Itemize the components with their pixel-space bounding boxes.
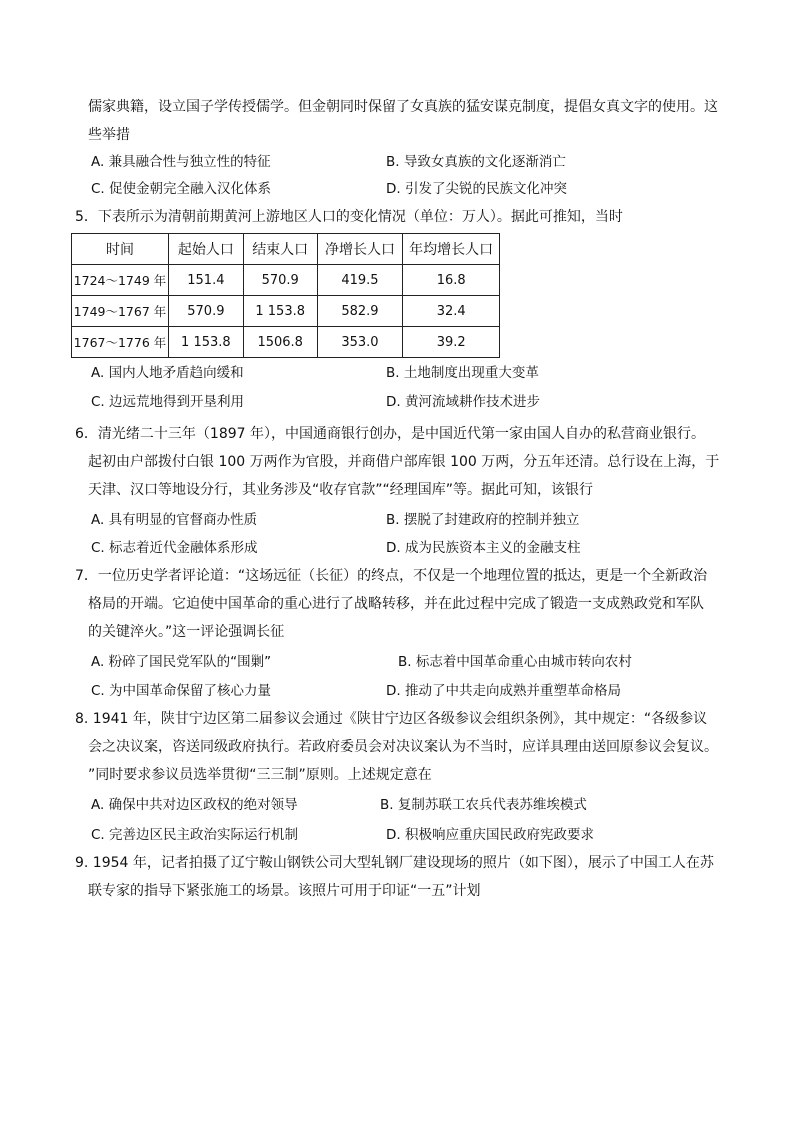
q8-option-d: D. 积极响应重庆国民政府宪政要求 xyxy=(386,827,594,843)
table-header: 净增长人口 xyxy=(317,234,403,265)
q7-stem-line2: 格局的开端。它迫使中国革命的重心进行了战略转移，并在此过程中完成了锻造一支成熟政党和军队 xyxy=(88,596,704,612)
q7-option-b: B. 标志着中国革命重心由城市转向农村 xyxy=(398,654,632,670)
q4-option-a: A. 兼具融合性与独立性的特征 xyxy=(91,154,271,170)
q5-option-c: C. 边远荒地得到开垦利用 xyxy=(91,394,245,410)
q8-stem-line1: 8. 1941 年，陕甘宁边区第二届参议会通过《陕甘宁边区各级参议会组织条例》，其中规定：“各级参议 xyxy=(75,711,708,727)
q6-option-a: A. 具有明显的官督商办性质 xyxy=(91,512,258,528)
q7-stem-line1: 7．一位历史学者评论道：“这场远征（长征）的终点，不仅是一个地理位置的抵达，更是一个全新政治 xyxy=(75,568,708,584)
table-header-row xyxy=(72,234,500,265)
table-cell: 1 153.8 xyxy=(243,296,317,327)
q6-option-b: B. 摆脱了封建政府的控制并独立 xyxy=(386,512,580,528)
q4-option-c: C. 促使金朝完全融入汉化体系 xyxy=(91,181,272,197)
q8-option-b: B. 复制苏联工农兵代表苏维埃模式 xyxy=(380,797,587,813)
q6-stem-line3: 天津、汉口等地设分行，其业务涉及“收存官款”“经理国库”等。据此可知，该银行 xyxy=(88,482,594,498)
q9-stem-line2: 联专家的指导下紧张施工的场景。该照片可用于印证“一五”计划 xyxy=(88,883,481,899)
table-cell: 570.9 xyxy=(168,296,243,327)
q5-option-a: A. 国内人地矛盾趋向缓和 xyxy=(91,365,244,381)
table-row xyxy=(72,296,500,327)
table-cell: 1 153.8 xyxy=(168,327,243,358)
q6-stem-line1: 6．清光绪二十三年（1897 年），中国通商银行创办，是中国近代第一家由国人自办的私营商业银行。 xyxy=(75,426,705,442)
table-header: 时间 xyxy=(72,234,169,265)
q8-option-c: C. 完善边区民主政治实际运行机制 xyxy=(91,827,299,843)
q4-option-d: D. 引发了尖锐的民族文化冲突 xyxy=(386,181,567,197)
table-cell: 39.2 xyxy=(403,327,500,358)
q9-stem-line1: 9. 1954 年，记者拍摄了辽宁鞍山钢铁公司大型轧钢厂建设现场的照片（如下图），展示了中国工人在苏 xyxy=(75,855,714,871)
table-row xyxy=(72,327,500,358)
q5-option-b: B. 土地制度出现重大变革 xyxy=(386,365,539,381)
table-cell: 32.4 xyxy=(403,296,500,327)
table-header: 结束人口 xyxy=(243,234,317,265)
table-cell: 1506.8 xyxy=(243,327,317,358)
q6-option-c: C. 标志着近代金融体系形成 xyxy=(91,540,258,556)
q4-stem-line2: 些举措 xyxy=(88,127,130,143)
q8-option-a: A. 确保中共对边区政权的绝对领导 xyxy=(91,797,298,813)
q7-option-d: D. 推动了中共走向成熟并重塑革命格局 xyxy=(386,683,621,699)
table-cell: 353.0 xyxy=(317,327,403,358)
q4-option-b: B. 导致女真族的文化逐渐消亡 xyxy=(386,154,566,170)
population-table xyxy=(71,233,500,358)
table-cell: 1749～1767 年 xyxy=(72,296,169,327)
table-cell: 151.4 xyxy=(168,265,243,296)
table-cell: 16.8 xyxy=(403,265,500,296)
q5-option-d: D. 黄河流域耕作技术进步 xyxy=(386,394,540,410)
table-header: 起始人口 xyxy=(168,234,243,265)
table-cell: 1767～1776 年 xyxy=(72,327,169,358)
q6-option-d: D. 成为民族资本主义的金融支柱 xyxy=(386,540,581,556)
q5-stem: 5．下表所示为清朝前期黄河上游地区人口的变化情况（单位：万人）。据此可推知，当时 xyxy=(75,209,623,225)
table-header: 年均增长人口 xyxy=(403,234,500,265)
table-cell: 419.5 xyxy=(317,265,403,296)
q7-option-c: C. 为中国革命保留了核心力量 xyxy=(91,683,272,699)
table-cell: 1724～1749 年 xyxy=(72,265,169,296)
q8-stem-line2: 会之决议案，咨送同级政府执行。若政府委员会对决议案认为不当时，应详具理由送回原参议会复议。 xyxy=(88,739,718,755)
table-cell: 582.9 xyxy=(317,296,403,327)
q7-option-a: A. 粉碎了国民党军队的“围剿” xyxy=(91,654,272,670)
q4-stem-line1: 儒家典籍，设立国子学传授儒学。但金朝同时保留了女真族的猛安谋克制度，提倡女真文字的使用。这 xyxy=(88,99,718,115)
table-cell: 570.9 xyxy=(243,265,317,296)
q6-stem-line2: 起初由户部拨付白银 100 万两作为官股，并商借户部库银 100 万两，分五年还清。总行设在上海，于 xyxy=(88,454,720,470)
table-row xyxy=(72,265,500,296)
q8-stem-line3: ”同时要求参议员选举贯彻“三三制”原则。上述规定意在 xyxy=(88,767,432,783)
q7-stem-line3: 的关键淬火。”这一评论强调长征 xyxy=(88,624,285,640)
